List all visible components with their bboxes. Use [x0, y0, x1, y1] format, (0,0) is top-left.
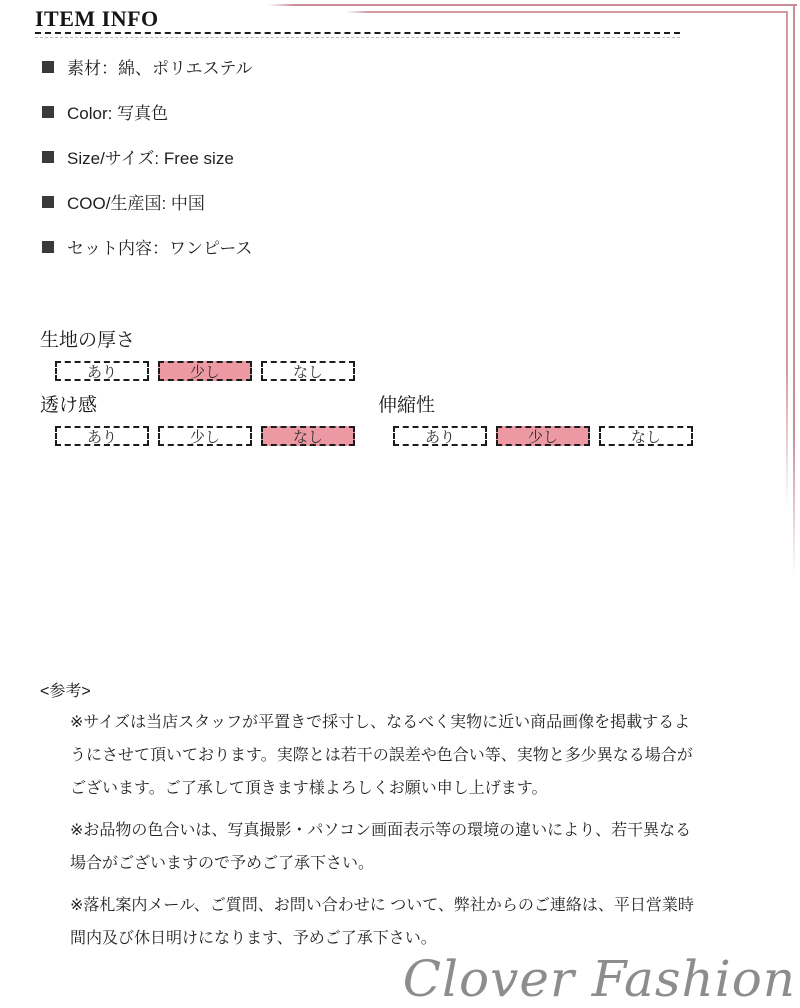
spec-item-size [42, 146, 252, 167]
frame-border-outer-right [793, 4, 795, 576]
option-nashi-selected: なし [261, 426, 355, 446]
square-bullet-icon [42, 61, 54, 73]
page-title: ITEM INFO [35, 6, 159, 31]
square-bullet-icon [42, 151, 54, 163]
frame-border-inner-top [346, 11, 788, 13]
spec-item-coo [42, 191, 252, 212]
option-ari: あり [393, 426, 487, 446]
brand-logo: Clover Fashion [402, 950, 796, 1008]
spec-item-material [42, 56, 252, 77]
spec-item-color [42, 101, 252, 122]
option-ari: あり [55, 361, 149, 381]
reference-body [70, 706, 702, 964]
disclaimer-paragraph-sizing: ※サイズは当店スタッフが平置きで採寸し、なるべく実物に近い商品画像を掲載するようにさせて頂いております。実際とは若干の誤差や色合い等、実物と多少異なる場合がございます。ご了承して頂きます様よろしくお願い申し上げます。 [70, 714, 693, 797]
option-nashi: なし [261, 361, 355, 381]
title-divider-dashed-light [35, 37, 680, 38]
attribute-label: 透け感 [40, 395, 98, 416]
option-ari: あり [55, 426, 149, 446]
option-sukoshi: 少し [158, 426, 252, 446]
disclaimer-paragraph-color: ※お品物の色合いは、写真撮影・パソコン画面表示等の環境の違いにより、若干異なる場合がございますので予めご了承下さい。 [70, 822, 692, 872]
frame-border-outer-top [268, 4, 797, 6]
spec-item-label: COO/生産国: 中国 [67, 194, 205, 213]
attribute-group-fabric-thickness [40, 330, 364, 381]
spec-item-label: 素材：綿、ポリエステル [67, 59, 253, 78]
title-divider-dashed [35, 32, 680, 34]
attribute-group-sheerness [40, 395, 364, 446]
spec-item-set-contents [42, 236, 252, 257]
spec-item-label: Size/サイズ: Free size [67, 149, 234, 168]
attribute-label: 伸縮性 [378, 395, 436, 416]
square-bullet-icon [42, 241, 54, 253]
spec-list [42, 56, 252, 281]
attribute-options [393, 426, 702, 446]
option-sukoshi-selected: 少し [158, 361, 252, 381]
option-sukoshi-selected: 少し [496, 426, 590, 446]
attribute-group-stretch [378, 395, 702, 446]
attribute-options [55, 426, 364, 446]
disclaimer-paragraph-contact: ※落札案内メール、ご質問、お問い合わせに ついて、弊社からのご連絡は、平日営業時間内及び休日明けになります、予めご了承下さい。 [70, 897, 694, 947]
spec-item-label: セット内容：ワンピース [67, 239, 253, 258]
square-bullet-icon [42, 196, 54, 208]
spec-item-label: Color: 写真色 [67, 104, 169, 123]
attribute-options [55, 361, 364, 381]
option-nashi: なし [599, 426, 693, 446]
reference-heading: <参考> [40, 683, 91, 700]
attribute-label: 生地の厚さ [40, 330, 136, 351]
frame-border-inner-right [786, 11, 788, 508]
square-bullet-icon [42, 106, 54, 118]
